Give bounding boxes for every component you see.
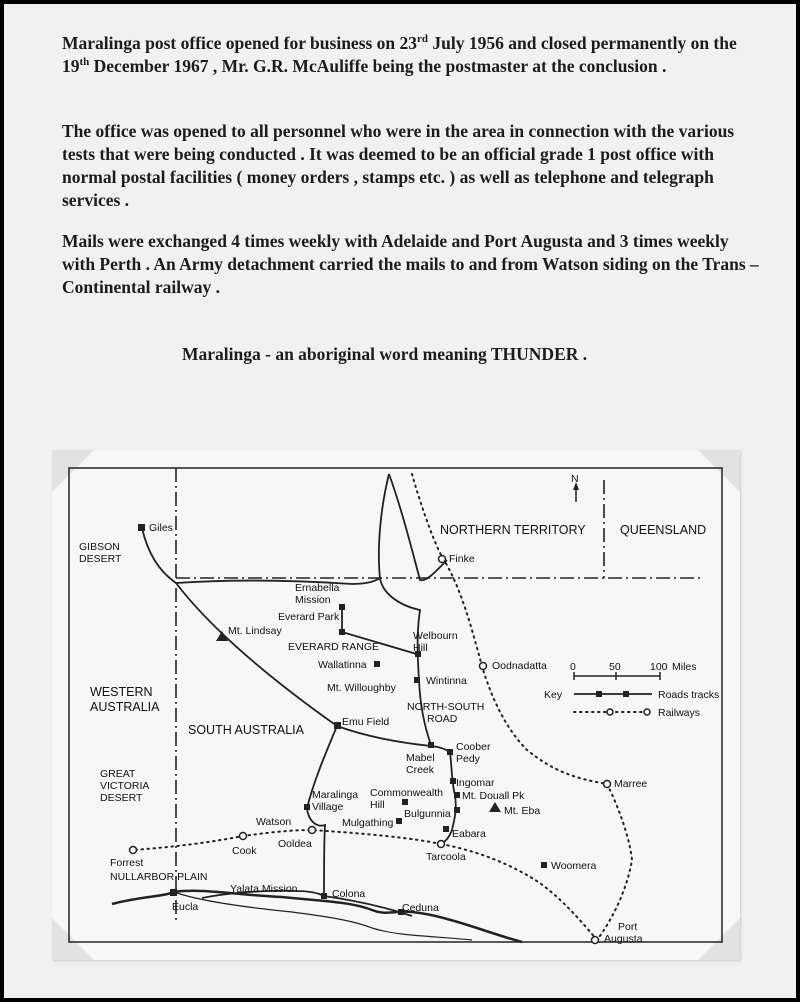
north-arrow (571, 473, 579, 502)
label-mulgathing: Mulgathing (342, 817, 394, 829)
station-marree (604, 781, 611, 788)
label-western-2: AUSTRALIA (90, 700, 160, 714)
marker-everard-park (339, 604, 345, 610)
label-ernabella-2: Mission (295, 594, 331, 606)
label-queensland: QUEENSLAND (620, 523, 707, 537)
marker-mt-douall (454, 792, 460, 798)
label-ernabella-1: Ernabella (295, 582, 340, 594)
label-northern-territory: NORTHERN TERRITORY (440, 523, 586, 537)
maralinga-region-map (52, 450, 740, 960)
label-eabara: Eabara (452, 828, 486, 840)
label-mabel-1: Mabel (406, 752, 435, 764)
label-mt-eba: Mt. Eba (504, 805, 541, 817)
label-port-2: Augusta (604, 933, 643, 945)
label-giles: Giles (149, 522, 173, 534)
label-woomera: Woomera (551, 860, 597, 872)
label-gibson-1: GIBSON (79, 541, 120, 553)
label-bulgunnia: Bulgunnia (404, 808, 451, 820)
station-cook (240, 833, 247, 840)
station-ooldea (309, 827, 316, 834)
label-mabel-2: Creek (406, 764, 435, 776)
label-tarcoola: Tarcoola (426, 851, 466, 863)
label-cook: Cook (232, 845, 257, 857)
label-south-australia: SOUTH AUSTRALIA (188, 723, 304, 737)
scale-0: 0 (570, 661, 576, 673)
road-finke (389, 474, 447, 580)
label-mt-lindsay: Mt. Lindsay (228, 625, 282, 637)
label-welbourn-2: Hill (413, 642, 428, 654)
label-north-south-2: ROAD (427, 713, 458, 725)
road-emu-coober (337, 726, 450, 752)
label-emu-field: Emu Field (342, 716, 390, 728)
key-railways-label: Railways (658, 707, 701, 719)
marker-wallatinna (374, 661, 380, 667)
label-wintinna: Wintinna (426, 675, 467, 687)
label-north-south-1: NORTH-SOUTH (407, 701, 485, 713)
label-oodnadatta: Oodnadatta (492, 660, 547, 672)
label-nullarbor: NULLARBOR PLAIN (110, 871, 208, 883)
station-forrest (130, 847, 137, 854)
marker-woomera (541, 862, 547, 868)
north-label: N (571, 473, 579, 485)
marker-bulgunnia (454, 807, 460, 813)
marker-everard-range (339, 629, 345, 635)
map-card (52, 450, 740, 960)
marker-eucla (170, 889, 177, 896)
marker-commonwealth (402, 799, 408, 805)
label-everard-park: Everard Park (278, 611, 340, 623)
station-finke (439, 556, 446, 563)
station-tarcoola (438, 841, 445, 848)
label-watson: Watson (256, 816, 292, 828)
scale-bar (570, 661, 697, 680)
key-roads-label: Roads tracks (658, 689, 720, 701)
coastline-shading (174, 892, 472, 940)
marker-wintinna (414, 677, 420, 683)
map-key (544, 689, 719, 719)
label-colona: Colona (332, 888, 366, 900)
label-marree: Marree (614, 778, 648, 790)
coastline (112, 891, 522, 942)
label-ooldea: Ooldea (278, 838, 312, 850)
label-wallatinna: Wallatinna (318, 659, 367, 671)
marker-maralinga (304, 804, 310, 810)
label-ingomar: Ingomar (456, 777, 495, 789)
label-maralinga-2: Village (312, 801, 344, 813)
scale-unit: Miles (672, 661, 697, 673)
label-gibson-2: DESERT (79, 553, 122, 565)
paragraph-office-services: The office was opened to all personnel who were in the area in connection with the various tests that were being conducted . It was deemed to be an official grade 1 post office with normal postal facilities ( money orders , stamps etc. ) as well as telephone and telegraph services . (62, 121, 735, 210)
marker-mulgathing (396, 818, 402, 824)
label-coober-2: Pedy (456, 753, 480, 765)
rail-marree-augusta (597, 784, 632, 940)
label-commonwealth-1: Commonwealth (370, 787, 443, 799)
mountain-mt-lindsay (216, 631, 228, 641)
label-gvd-2: VICTORIA (100, 780, 150, 792)
paragraph-mail-exchange: Mails were exchanged 4 times weekly with Adelaide and Port Augusta and 3 times weekly with Perth . An Army detachment carried the mails to and from Watson siding on the Trans – Continental railway . (62, 231, 759, 297)
key-title: Key (544, 689, 563, 701)
marker-eabara (443, 826, 449, 832)
label-ceduna: Ceduna (402, 902, 439, 914)
label-yalata: Yalata Mission (230, 883, 298, 895)
label-everard-range: EVERARD RANGE (288, 641, 380, 653)
label-western-1: WESTERN (90, 685, 153, 699)
rail-ghan (412, 474, 607, 784)
label-gvd-1: GREAT (100, 768, 136, 780)
scale-100: 100 (650, 661, 668, 673)
label-maralinga-1: Maralinga (312, 789, 359, 801)
paragraph-post-office-history: Maralinga post office opened for business on 23rd July 1956 and closed permanently on the 19th December 1967 , Mr. G.R. McAuliffe being the postmaster at the conclusion . (62, 33, 737, 76)
marker-emu-field (334, 722, 341, 729)
tagline-thunder: Maralinga - an aboriginal word meaning THUNDER . (182, 344, 588, 364)
label-port-1: Port (618, 921, 638, 933)
station-port-augusta (592, 937, 599, 944)
label-gvd-3: DESERT (100, 792, 143, 804)
marker-mabel-creek (428, 742, 434, 748)
marker-coober-pedy (447, 749, 453, 755)
album-page (4, 4, 796, 998)
marker-giles (138, 524, 145, 531)
label-forrest: Forrest (110, 857, 144, 869)
label-coober-1: Coober (456, 741, 491, 753)
road-north (176, 474, 389, 584)
label-eucla: Eucla (172, 901, 199, 913)
label-mt-willoughby: Mt. Willoughby (327, 682, 396, 694)
label-welbourn-1: Welbourn (413, 630, 458, 642)
label-commonwealth-2: Hill (370, 799, 385, 811)
scale-50: 50 (609, 661, 621, 673)
marker-colona (321, 893, 327, 899)
label-mt-douall: Mt. Douall Pk (462, 790, 525, 802)
mountain-mt-eba (489, 802, 501, 812)
station-oodnadatta (480, 663, 487, 670)
label-finke: Finke (449, 553, 475, 565)
